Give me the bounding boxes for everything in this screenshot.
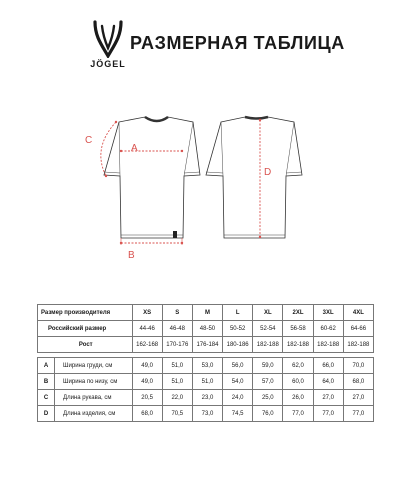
- measure-cell: 53,0: [192, 358, 222, 374]
- height-row: [38, 337, 374, 353]
- height-cell: 182-188: [313, 337, 343, 353]
- height-cell: 182-188: [253, 337, 283, 353]
- measure-letter: A: [38, 358, 55, 374]
- measure-label: Ширина груди, см: [55, 358, 133, 374]
- measure-cell: 59,0: [253, 358, 283, 374]
- ru-size-cell: 48-50: [192, 321, 222, 337]
- measure-cell: 27,0: [313, 390, 343, 406]
- size-cell: 3XL: [313, 305, 343, 321]
- ru-size-cell: 52-54: [253, 321, 283, 337]
- measure-row-d: [38, 406, 374, 422]
- measure-label: Ширина по низу, см: [55, 374, 133, 390]
- height-cell: 182-188: [343, 337, 373, 353]
- measure-cell: 54,0: [223, 374, 253, 390]
- measure-label: Длина рукава, см: [55, 390, 133, 406]
- measure-cell: 27,0: [343, 390, 373, 406]
- measure-cell: 51,0: [162, 358, 192, 374]
- page-title: РАЗМЕРНАЯ ТАБЛИЦА: [130, 33, 345, 53]
- height-cell: 176-184: [192, 337, 222, 353]
- ru-size-label: Российский размер: [38, 321, 133, 337]
- ru-size-cell: 60-62: [313, 321, 343, 337]
- measure-label: Длина изделия, см: [55, 406, 133, 422]
- measure-cell: 77,0: [283, 406, 313, 422]
- height-cell: 180-186: [223, 337, 253, 353]
- measure-cell: 51,0: [192, 374, 222, 390]
- brand-logo-text: JÖGEL: [90, 59, 126, 69]
- ru-size-cell: 64-66: [343, 321, 373, 337]
- measure-cell: 74,5: [223, 406, 253, 422]
- measure-cell: 49,0: [132, 358, 162, 374]
- ru-size-cell: 44-46: [132, 321, 162, 337]
- size-cell: 2XL: [283, 305, 313, 321]
- measure-cell: 77,0: [343, 406, 373, 422]
- measure-c-label: C: [85, 135, 93, 146]
- measure-cell: 68,0: [343, 374, 373, 390]
- ru-size-cell: 50-52: [223, 321, 253, 337]
- measure-cell: 70,0: [343, 358, 373, 374]
- size-cell: S: [162, 305, 192, 321]
- size-table: [37, 304, 374, 422]
- measure-cell: 70,5: [162, 406, 192, 422]
- height-label: Рост: [38, 337, 133, 353]
- measure-row-a: [38, 358, 374, 374]
- height-cell: 162-168: [132, 337, 162, 353]
- height-cell: 170-176: [162, 337, 192, 353]
- measure-cell: 76,0: [253, 406, 283, 422]
- measure-a-label: A: [131, 143, 138, 154]
- measure-letter: B: [38, 374, 55, 390]
- ru-size-cell: 56-58: [283, 321, 313, 337]
- size-cell: XL: [253, 305, 283, 321]
- size-cell: XS: [132, 305, 162, 321]
- measure-cell: 68,0: [132, 406, 162, 422]
- measure-cell: 64,0: [313, 374, 343, 390]
- measure-letter: C: [38, 390, 55, 406]
- tshirt-back: [206, 117, 302, 238]
- measure-d-label: D: [264, 167, 272, 178]
- size-cell: L: [223, 305, 253, 321]
- measure-cell: 25,0: [253, 390, 283, 406]
- measure-cell: 49,0: [132, 374, 162, 390]
- measure-row-c: [38, 390, 374, 406]
- size-header-label: Размер производителя: [38, 305, 133, 321]
- measure-b-label: B: [128, 250, 135, 261]
- measure-cell: 20,5: [132, 390, 162, 406]
- measure-cell: 24,0: [223, 390, 253, 406]
- measure-cell: 57,0: [253, 374, 283, 390]
- measure-cell: 60,0: [283, 374, 313, 390]
- measure-cell: 26,0: [283, 390, 313, 406]
- ru-size-cell: 46-48: [162, 321, 192, 337]
- measure-letter: D: [38, 406, 55, 422]
- brand-logo: [78, 20, 138, 80]
- size-header-row: [38, 305, 374, 321]
- size-cell: 4XL: [343, 305, 373, 321]
- size-cell: M: [192, 305, 222, 321]
- measure-cell: 73,0: [192, 406, 222, 422]
- measure-cell: 62,0: [283, 358, 313, 374]
- measure-cell: 66,0: [313, 358, 343, 374]
- ru-size-row: [38, 321, 374, 337]
- jogel-emblem-icon: [91, 20, 125, 58]
- measure-row-b: [38, 374, 374, 390]
- tshirt-diagram: [0, 90, 415, 280]
- measure-cell: 51,0: [162, 374, 192, 390]
- height-cell: 182-188: [283, 337, 313, 353]
- tshirt-front: [101, 117, 200, 245]
- measure-cell: 22,0: [162, 390, 192, 406]
- measure-cell: 23,0: [192, 390, 222, 406]
- measure-cell: 77,0: [313, 406, 343, 422]
- measure-cell: 56,0: [223, 358, 253, 374]
